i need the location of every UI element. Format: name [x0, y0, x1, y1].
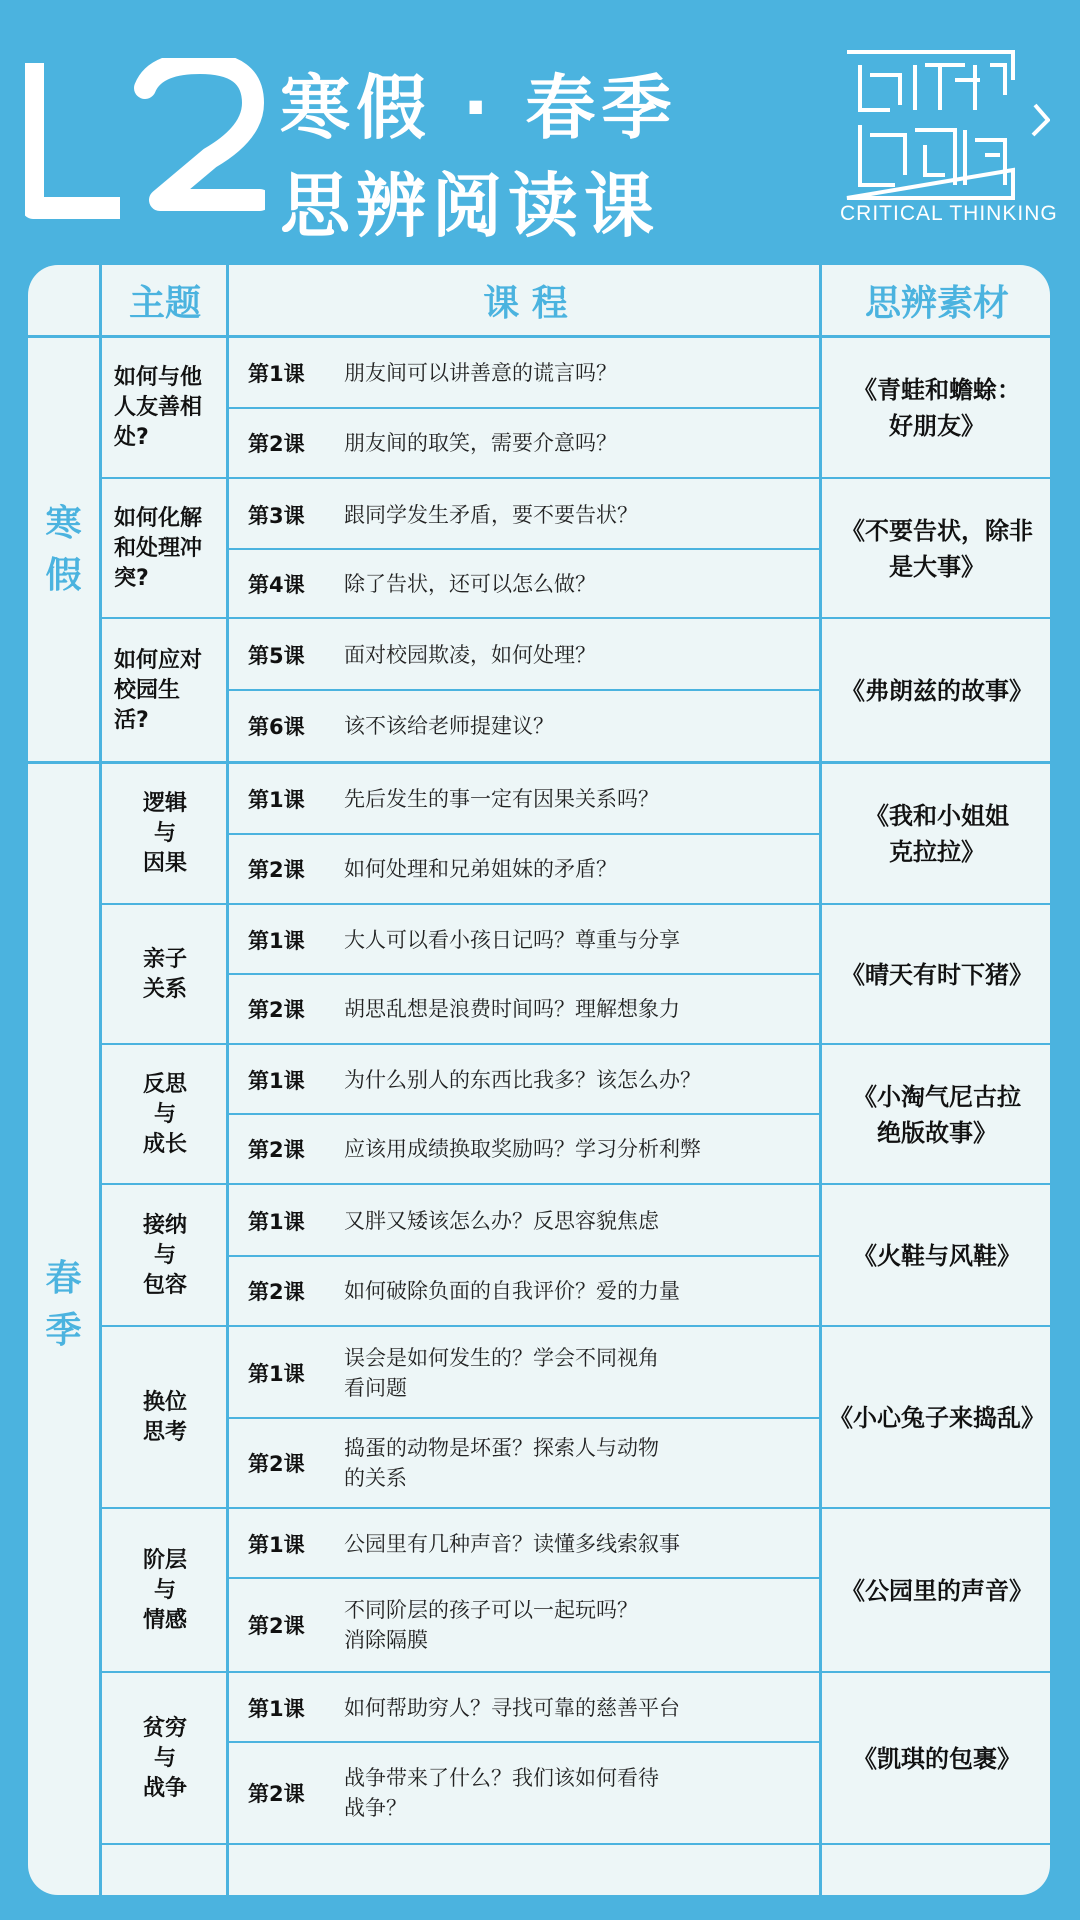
logo-caption: CRITICAL THINKING: [840, 202, 1058, 225]
lesson-divider: [229, 833, 819, 835]
row-divider: [99, 477, 1050, 479]
lesson-number: 第2课: [248, 998, 305, 1022]
row-divider: [28, 761, 1050, 764]
lesson-number: 第2课: [248, 432, 305, 456]
lesson-title: 战争带来了什么？我们该如何看待 战争？: [344, 1766, 659, 1820]
lesson-divider: [229, 1741, 819, 1743]
topic-label: 贫穷 与 战争: [142, 1716, 187, 1801]
lesson-divider: [229, 1113, 819, 1115]
lesson-row: [231, 1046, 819, 1114]
material-title: 《青蛙和蟾蜍： 好朋友》: [853, 376, 1021, 440]
lesson-title: 如何帮助穷人？寻找可靠的慈善平台: [344, 1696, 680, 1720]
lesson-title: 该不该给老师提建议？: [344, 714, 554, 738]
material-title: 《小心兔子来捣乱》: [829, 1404, 1045, 1432]
topic-label: 如何与他 人友善相 处?: [114, 365, 203, 450]
lesson-title: 又胖又矮该怎么办？反思容貌焦虑: [344, 1209, 659, 1233]
topic-cell: [104, 1186, 226, 1326]
critical-thinking-logo-icon: [845, 50, 1050, 200]
lesson-number: 第3课: [248, 503, 305, 528]
lesson-row: [231, 1742, 819, 1844]
lesson-number: 第2课: [248, 858, 305, 882]
lesson-number: 第2课: [248, 1138, 305, 1162]
season-spring: 春 季: [45, 1258, 82, 1351]
material-cell: [824, 1046, 1050, 1184]
topic-label: 接纳 与 包容: [142, 1213, 187, 1298]
topic-cell: [104, 1510, 226, 1672]
material-title: 《晴天有时下猪》: [841, 961, 1033, 989]
lesson-title: 误会是如何发生的？学会不同视角 看问题: [344, 1346, 659, 1400]
curriculum-table: [28, 265, 1050, 1895]
page-header: [0, 0, 1080, 258]
material-cell: [824, 1674, 1050, 1844]
material-cell: [824, 1328, 1050, 1508]
lesson-number: 第4课: [248, 572, 305, 597]
lesson-title: 公园里有几种声音？读懂多线索叙事: [344, 1532, 680, 1556]
topic-label: 逻辑 与 因果: [142, 791, 187, 876]
lesson-row: [231, 620, 819, 690]
header-divider: [28, 335, 1050, 338]
topic-cell: [104, 764, 226, 904]
topic-cell: [104, 906, 226, 1044]
column-header-course: 课 程: [483, 282, 568, 324]
topic-label: 如何应对 校园生 活?: [114, 648, 203, 733]
lesson-row: [231, 1578, 819, 1672]
topic-label: 如何化解 和处理冲 突?: [114, 506, 203, 591]
material-cell: [824, 480, 1050, 618]
lesson-row: [231, 1418, 819, 1508]
lesson-number: 第1课: [248, 1362, 305, 1386]
header-title-line2: 思辨阅读课: [280, 165, 660, 247]
lesson-row: [231, 1328, 819, 1418]
column-divider: [819, 265, 822, 1895]
lesson-number: 第1课: [248, 1697, 305, 1721]
topic-label: 换位 思考: [142, 1390, 187, 1445]
lesson-title: 朋友间的取笑，需要介意吗？: [344, 431, 617, 455]
column-divider: [99, 265, 102, 1895]
row-divider: [99, 617, 1050, 619]
lesson-divider: [229, 689, 819, 691]
lesson-title: 除了告状，还可以怎么做？: [344, 571, 596, 596]
material-title: 《弗朗兹的故事》: [841, 677, 1033, 705]
material-cell: [824, 764, 1050, 904]
lesson-row: [231, 974, 819, 1044]
lesson-row: [231, 338, 819, 408]
row-divider: [99, 1671, 1050, 1673]
topic-label: 亲子 关系: [142, 947, 187, 1002]
topic-label: 阶层 与 情感: [142, 1548, 187, 1633]
lesson-title: 大人可以看小孩日记吗？尊重与分享: [344, 928, 680, 952]
lesson-number: 第1课: [248, 929, 305, 953]
lesson-divider: [229, 548, 819, 550]
lesson-number: 第5课: [248, 644, 305, 668]
lesson-title: 胡思乱想是浪费时间吗？理解想象力: [344, 997, 680, 1021]
lesson-row: [231, 690, 819, 762]
topic-cell: [104, 1328, 226, 1508]
lesson-number: 第2课: [248, 1452, 305, 1476]
column-header-topic: 主题: [128, 282, 201, 324]
material-title: 《公园里的声音》: [841, 1577, 1033, 1605]
lesson-title: 如何破除负面的自我评价？爱的力量: [344, 1279, 680, 1303]
lesson-row: [231, 906, 819, 974]
lesson-row: [231, 480, 819, 549]
lesson-row: [231, 408, 819, 478]
lesson-row: [231, 764, 819, 834]
lesson-row: [231, 1114, 819, 1184]
lesson-title: 如何处理和兄弟姐妹的矛盾？: [344, 857, 617, 881]
column-header-material: 思辨素材: [864, 282, 1009, 324]
column-divider: [226, 265, 229, 1895]
lesson-title: 为什么别人的东西比我多？该怎么办？: [344, 1068, 701, 1092]
lesson-row: [231, 549, 819, 618]
lesson-row: [231, 1510, 819, 1578]
row-divider: [99, 1507, 1050, 1509]
lesson-number: 第1课: [248, 1210, 305, 1234]
level-label: L2: [25, 58, 27, 59]
l2-logo-mark: [25, 58, 265, 223]
material-title: 《我和小姐姐 克拉拉》: [865, 802, 1009, 866]
topic-cell: [104, 480, 226, 618]
material-title: 《凯琪的包裹》: [853, 1745, 1021, 1773]
row-divider: [99, 1325, 1050, 1327]
lesson-number: 第1课: [248, 1069, 305, 1093]
lesson-number: 第6课: [248, 715, 305, 739]
material-cell: [824, 620, 1050, 762]
material-cell: [824, 1186, 1050, 1326]
lesson-title: 不同阶层的孩子可以一起玩吗？ 消除隔膜: [344, 1598, 638, 1652]
lesson-number: 第1课: [248, 362, 305, 386]
material-cell: [824, 1510, 1050, 1672]
lesson-number: 第2课: [248, 1782, 305, 1806]
lesson-number: 第1课: [248, 788, 305, 812]
lesson-divider: [229, 1577, 819, 1579]
lesson-title: 应该用成绩换取奖励吗？学习分析利弊: [344, 1137, 701, 1161]
topic-cell: [104, 1674, 226, 1844]
lesson-number: 第2课: [248, 1614, 305, 1638]
material-title: 《小淘气尼古拉 绝版故事》: [853, 1083, 1021, 1147]
lesson-divider: [229, 973, 819, 975]
material-cell: [824, 338, 1050, 478]
row-divider: [99, 903, 1050, 905]
lesson-divider: [229, 407, 819, 409]
topic-cell: [104, 1046, 226, 1184]
row-divider: [99, 1183, 1050, 1185]
lesson-row: [231, 834, 819, 904]
lesson-row: [231, 1674, 819, 1742]
season-winter: 寒 假: [45, 503, 82, 596]
material-title: 《火鞋与风鞋》: [853, 1242, 1021, 1270]
row-divider: [99, 1043, 1050, 1045]
lesson-title: 捣蛋的动物是坏蛋？探索人与动物 的关系: [344, 1436, 659, 1490]
topic-cell: [104, 620, 226, 762]
lesson-title: 先后发生的事一定有因果关系吗？: [344, 787, 659, 811]
lesson-title: 朋友间可以讲善意的谎言吗？: [344, 361, 617, 385]
material-cell: [824, 906, 1050, 1044]
lesson-row: [231, 1186, 819, 1256]
lesson-divider: [229, 1417, 819, 1419]
topic-label: 反思 与 成长: [142, 1072, 187, 1157]
topic-cell: [104, 338, 226, 478]
lesson-number: 第2课: [248, 1280, 305, 1304]
lesson-divider: [229, 1255, 819, 1257]
lesson-title: 面对校园欺凌，如何处理？: [344, 643, 596, 667]
lesson-title: 跟同学发生矛盾，要不要告状？: [344, 502, 638, 527]
row-divider: [99, 1843, 1050, 1845]
material-title: 《不要告状，除非 是大事》: [841, 517, 1033, 581]
lesson-row: [231, 1256, 819, 1326]
lesson-number: 第1课: [248, 1533, 305, 1557]
header-title-line1: 寒假 · 春季: [280, 67, 678, 149]
